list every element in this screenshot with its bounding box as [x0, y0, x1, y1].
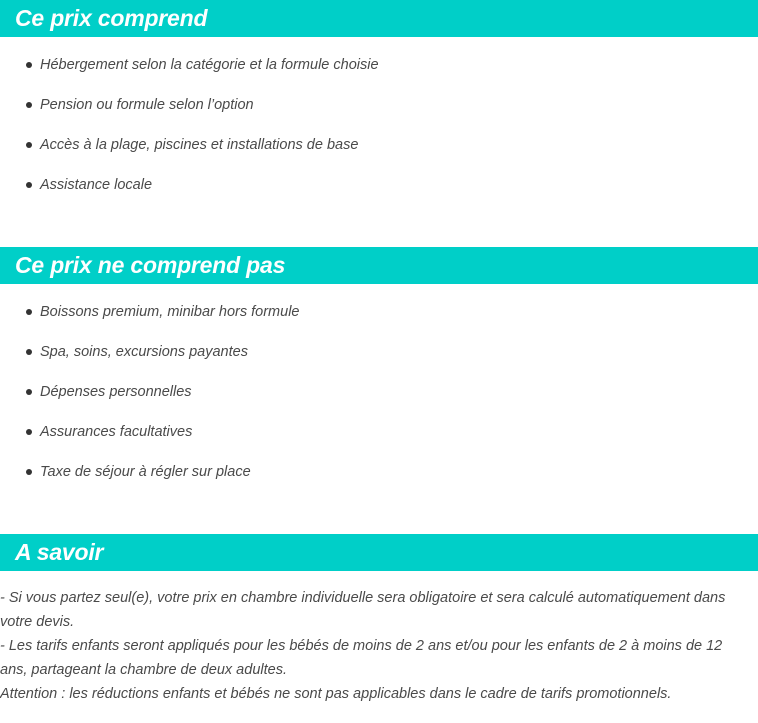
list-item-text: Taxe de séjour à régler sur place	[40, 464, 251, 480]
section-title-included: Ce prix comprend	[15, 5, 208, 31]
list-item	[0, 332, 758, 372]
bullet-icon	[26, 389, 32, 395]
bullet-icon	[26, 309, 32, 315]
note-single-traveler: - Si vous partez seul(e), votre prix en chambre individuelle sera obligatoire et sera calculé automatiquement dans votre devis.	[0, 590, 726, 630]
list-item-text: Assistance locale	[40, 177, 153, 193]
not-included-list	[0, 292, 758, 492]
section-header-good-to-know	[0, 534, 758, 571]
list-item	[0, 292, 758, 332]
list-item-text: Accès à la plage, piscines et installations de base	[40, 137, 359, 153]
list-item	[0, 85, 758, 125]
bullet-icon	[26, 62, 32, 68]
list-item-text: Pension ou formule selon l’option	[40, 97, 254, 113]
note-children-rates: - Les tarifs enfants seront appliqués pour les bébés de moins de 2 ans et/ou pour les enfants de 2 à moins de 12 ans, partageant la chambre de deux adultes.	[0, 638, 723, 678]
note-attention: Attention : les réductions enfants et bébés ne sont pas applicables dans le cadre de tarifs promotionnels.	[0, 686, 672, 702]
bullet-icon	[26, 469, 32, 475]
section-title-good-to-know: A savoir	[15, 539, 104, 565]
list-item-text: Assurances facultatives	[40, 424, 193, 440]
list-item	[0, 412, 758, 452]
list-item	[0, 45, 758, 85]
list-item-text: Spa, soins, excursions payantes	[40, 344, 248, 360]
section-header-included	[0, 0, 758, 37]
bullet-icon	[26, 182, 32, 188]
good-to-know-notes	[0, 586, 752, 706]
list-item	[0, 372, 758, 412]
bullet-icon	[26, 349, 32, 355]
list-item	[0, 165, 758, 205]
list-item-text: Boissons premium, minibar hors formule	[40, 304, 300, 320]
list-item-text: Hébergement selon la catégorie et la formule choisie	[40, 57, 379, 73]
included-list	[0, 45, 758, 205]
list-item	[0, 452, 758, 492]
list-item	[0, 125, 758, 165]
bullet-icon	[26, 142, 32, 148]
section-header-not-included	[0, 247, 758, 284]
bullet-icon	[26, 429, 32, 435]
list-item-text: Dépenses personnelles	[40, 384, 192, 400]
bullet-icon	[26, 102, 32, 108]
section-title-not-included: Ce prix ne comprend pas	[15, 252, 286, 278]
